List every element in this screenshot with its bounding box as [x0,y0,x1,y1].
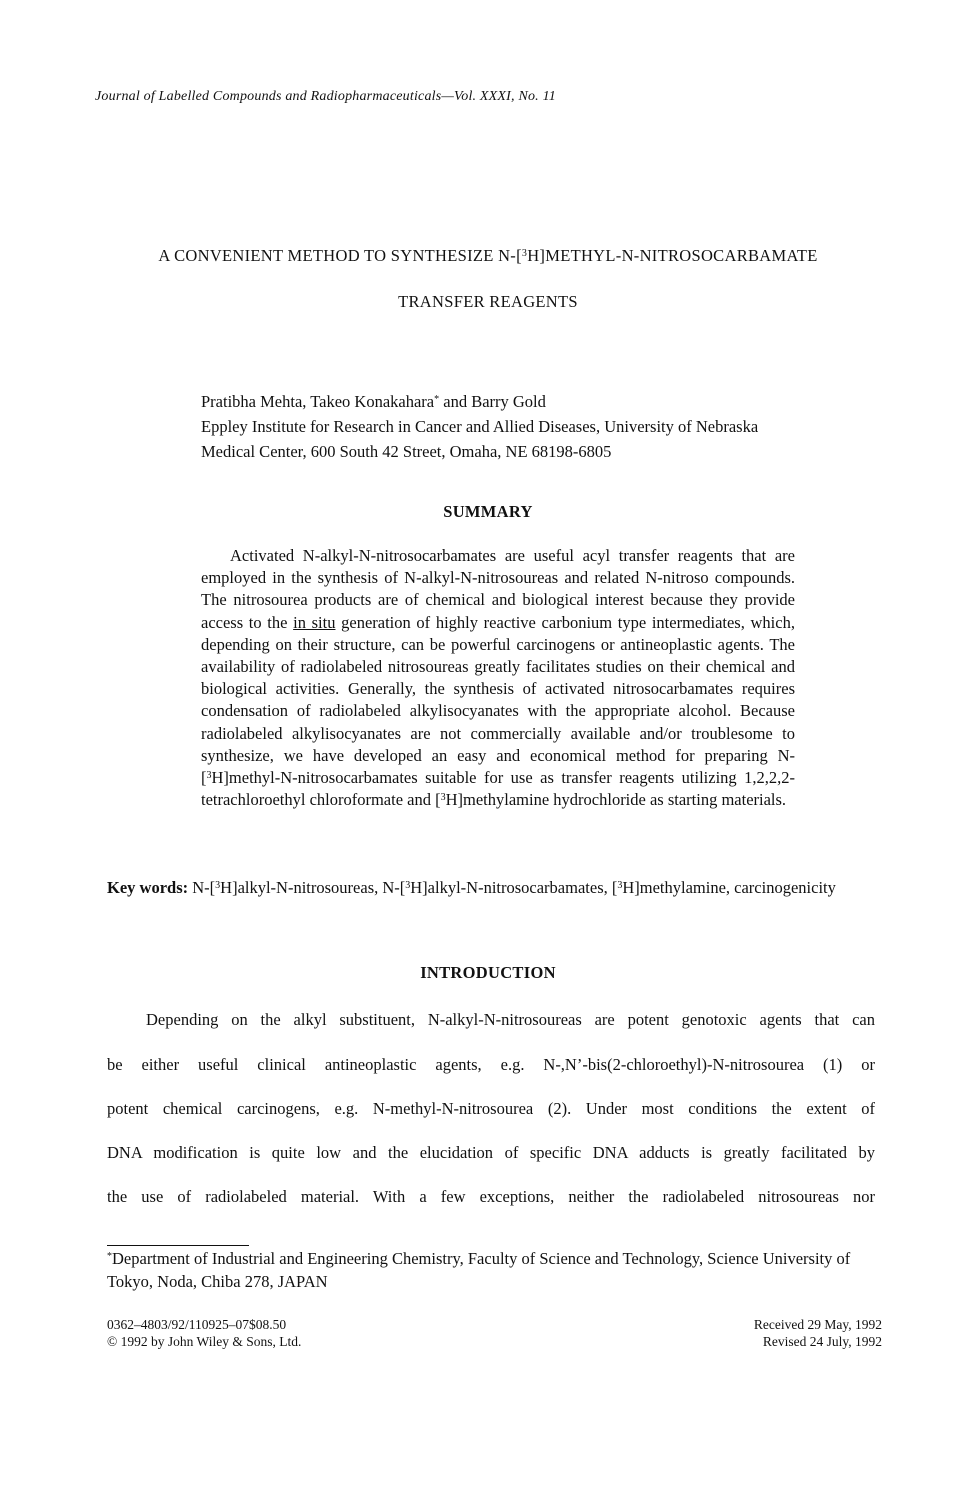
affiliation-line-2: Medical Center, 600 South 42 Street, Omaha, NE 68198-6805 [201,442,612,461]
revised-date: Revised 24 July, 1992 [762,1334,882,1349]
footnote-rule [107,1245,249,1246]
footnote: *Department of Industrial and Engineering Chemistry, Faculty of Science and Technology, Science University of Tokyo, Noda, Chiba 278, JAPAN [107,1249,851,1291]
article-title-line-1: A CONVENIENT METHOD TO SYNTHESIZE N-[$^3$H]METHYL-N-NITROSOCARBAMATE [158,246,818,265]
affiliation-line-1: Eppley Institute for Research in Cancer and Allied Diseases, University of Nebraska [201,417,759,436]
publication-info [107,1316,301,1350]
keywords-label: Key words: [107,878,189,897]
author-block [201,389,891,464]
issn-price: 0362–4803/92/110925–07$08.50 [107,1317,287,1332]
article-title-line-2: TRANSFER REAGENTS [398,292,578,311]
summary-heading: SUMMARY [443,502,533,521]
introduction-heading: INTRODUCTION [420,963,556,982]
author-names: Pratibha Mehta, Takeo Konakahara* and Barry Gold [201,392,546,411]
introduction-line: Depending on the alkyl substituent, N-alkyl-N-nitrosoureas are potent genotoxic agents that can [146,1010,875,1029]
keywords: Key words: N-[$^3$H]alkyl-N-nitrosoureas, N-[$^3$H]alkyl-N-nitrosocarbamates, [$^3$H]methylamine, carcinogenicity [107,878,836,897]
copyright: © 1992 by John Wiley & Sons, Ltd. [107,1334,302,1349]
introduction-line: the use of radiolabeled material. With a few exceptions, neither the radiolabeled nitrosoureas nor [107,1187,875,1206]
journal-header: Journal of Labelled Compounds and Radiopharmaceuticals—Vol. XXXI, No. 11 [95,89,556,104]
received-date: Received 29 May, 1992 [753,1317,882,1332]
summary-abstract: Activated N-alkyl-N-nitrosocarbamates are useful acyl transfer reagents that are employed in the synthesis of N-alkyl-N-nitrosoureas and related N-nitroso compounds. The nitrosourea products are of chemical and biological interest because they provide access to the in situ generation of highly reactive carbonium type intermediates, which, depending on their structure, can be powerful carcinogens or antineoplastic agents. The availability of radiolabeled nitrosoureas greatly facilitates studies on their chemical and biological activities. Generally, the synthesis of activated nitrosocarbamates requires condensation of radiolabeled alkylisocyanates with the appropriate alcohol. Because radiolabeled alkylisocyanates are not commercially available and/or troublesome to synthesize, we have developed an easy and economical method for preparing N-[$^3$H]methyl-N-nitrosocarbamates suitable for use as transfer reagents utilizing 1,2,2,2-tetrachloroethyl chloroformate and [$^3$H]methylamine hydrochloride as starting materials. [201,546,795,810]
introduction-line: potent chemical carcinogens, e.g. N-methyl-N-nitrosourea (2). Under most conditions the extent of [107,1099,875,1118]
introduction-line: be either useful clinical antineoplastic agents, e.g. N-,N’-bis(2-chloroethyl)-N-nitrosourea (1) or [107,1055,875,1074]
article-dates [640,1316,882,1350]
introduction-line: DNA modification is quite low and the elucidation of specific DNA adducts is greatly facilitated by [107,1143,875,1162]
